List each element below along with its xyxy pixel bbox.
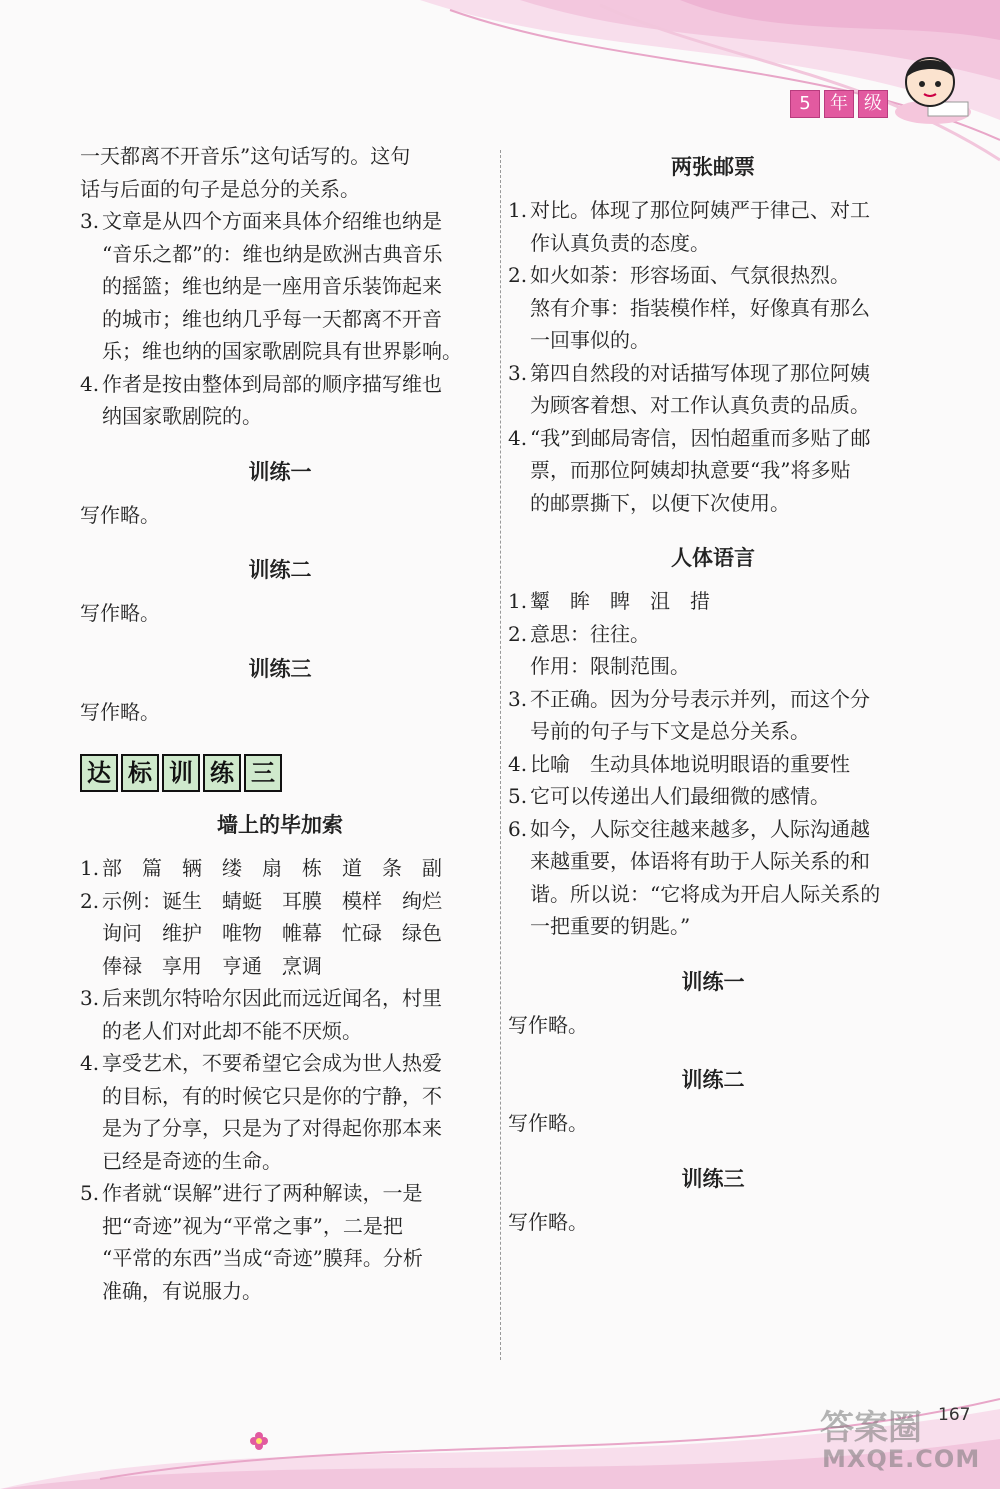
banner-char: 训: [162, 754, 200, 792]
answer-item: [80, 205, 480, 368]
text-line: 作认真负责的态度。: [530, 230, 710, 255]
text-line: 话与后面的句子是总分的关系。: [80, 176, 360, 201]
text-line: 部 篇 辆 缕 扇 栋 道 条 副: [102, 856, 442, 880]
answer-item: [80, 1047, 480, 1177]
answer-item: [508, 618, 918, 683]
section-heading: 墙上的毕加索: [217, 813, 343, 837]
item-number: 5.: [80, 1181, 100, 1205]
training-heading: 训练三: [248, 656, 312, 681]
text-line: 煞有介事：指装模作样，好像真有那么: [530, 295, 870, 320]
item-number: 4.: [80, 1051, 100, 1075]
text-line: 比喻 生动具体地说明眼语的重要性: [530, 751, 850, 776]
answer-item: [508, 259, 918, 357]
text-line: 把“奇迹”视为“平常之事”，二是把: [102, 1213, 403, 1238]
training-heading: 训练二: [248, 558, 312, 582]
answer-item: [508, 813, 918, 943]
text-line: 文章是从四个方面来具体介绍维也纳是: [102, 209, 442, 233]
text-line: 对比。体现了那位阿姨严于律己、对工: [530, 198, 870, 222]
answer-item: [508, 357, 918, 422]
training-heading: 训练一: [248, 459, 312, 484]
section-heading: 两张邮票: [671, 155, 755, 179]
item-number: 4.: [508, 751, 528, 776]
text-line: 票，而那位阿姨却执意要“我”将多贴: [530, 458, 851, 482]
text-line: 作用：限制范围。: [530, 654, 690, 678]
training-heading: 训练三: [681, 1166, 745, 1191]
text-line: 享受艺术，不要希望它会成为世人热爱: [102, 1051, 442, 1075]
item-number: 3.: [508, 686, 528, 711]
text-line: 的目标，有的时候它只是你的宁静，不: [102, 1083, 442, 1108]
answer-item: [80, 852, 480, 885]
training-text: 写作略。: [80, 699, 160, 724]
section-heading: 人体语言: [671, 546, 755, 570]
answer-item: [508, 422, 918, 520]
item-number: 5.: [508, 784, 528, 808]
grade-char: 年: [824, 90, 854, 118]
item-number: 1.: [508, 589, 528, 613]
banner-char: 练: [203, 754, 241, 792]
flower-icon: [248, 1430, 270, 1452]
text-line: 询问 维护 唯物 帷幕 忙碌 绿色: [102, 921, 442, 945]
training-heading: 训练二: [681, 1068, 745, 1092]
banner-char: 达: [80, 754, 118, 792]
text-line: 一回事似的。: [530, 328, 650, 352]
answer-item: [508, 748, 918, 781]
answer-item: [80, 1177, 480, 1307]
training-text: 写作略。: [508, 1012, 588, 1037]
item-number: 3.: [80, 986, 100, 1010]
answer-item: [508, 780, 918, 813]
answer-item: [508, 194, 918, 259]
watermark-url: MXQE.COM: [822, 1445, 981, 1473]
training-text: 写作略。: [80, 502, 160, 527]
page-number: 167: [938, 1405, 971, 1425]
text-line: “音乐之都”的：维也纳是欧洲古典音乐: [102, 241, 443, 266]
banner-char: 标: [121, 754, 159, 792]
answer-item: [80, 982, 480, 1047]
text-line: 俸禄 享用 亨通 烹调: [102, 953, 322, 978]
item-number: 4.: [80, 371, 100, 396]
training-text: 写作略。: [508, 1111, 588, 1135]
answer-item: [80, 368, 480, 433]
text-line: 后来凯尔特哈尔因此而远近闻名，村里: [102, 986, 442, 1010]
item-number: 4.: [508, 425, 528, 450]
text-line: 作者是按由整体到局部的顺序描写维也: [102, 371, 442, 396]
text-line: 为顾客着想、对工作认真负责的品质。: [530, 393, 870, 417]
text-line: 的摇篮；维也纳是一座用音乐装饰起来: [102, 274, 442, 298]
text-line: 作者就“误解”进行了两种解读，一是: [102, 1181, 423, 1205]
text-line: 第四自然段的对话描写体现了那位阿姨: [530, 360, 870, 385]
text-line: 一天都离不开音乐”这句话写的。这句: [80, 144, 411, 168]
item-number: 2.: [508, 621, 528, 646]
text-line: 不正确。因为分号表示并列，而这个分: [530, 686, 870, 711]
item-number: 3.: [508, 360, 528, 385]
text-line: 是为了分享，只是为了对得起你那本来: [102, 1116, 442, 1140]
text-line: 示例：诞生 蜻蜓 耳膜 模样 绚烂: [102, 888, 442, 913]
text-line: 已经是奇迹的生命。: [102, 1148, 282, 1173]
training-heading: 训练一: [681, 969, 745, 994]
text-line: 颦 眸 睥 沮 措: [530, 589, 710, 613]
training-text: 写作略。: [508, 1209, 588, 1234]
banner-char: 三: [244, 754, 282, 792]
text-line: 如火如荼：形容场面、气氛很热烈。: [530, 263, 850, 287]
grade-char: 级: [858, 90, 888, 118]
grade-badge: [790, 90, 888, 118]
text-line: 号前的句子与下文是总分关系。: [530, 719, 810, 743]
text-line: 纳国家歌剧院的。: [102, 404, 262, 428]
text-line: “平常的东西”当成“奇迹”膜拜。分析: [102, 1246, 423, 1270]
item-number: 3.: [80, 209, 100, 233]
item-number: 2.: [80, 888, 100, 913]
answer-item: [508, 683, 918, 748]
item-number: 6.: [508, 816, 528, 841]
text-line: 如今，人际交往越来越多，人际沟通越: [530, 816, 870, 841]
item-number: 2.: [508, 263, 528, 287]
item-number: 1.: [80, 856, 100, 880]
text-line: 准确，有说服力。: [102, 1278, 262, 1303]
text-line: 来越重要，体语将有助于人际关系的和: [530, 849, 870, 873]
grade-char: 5: [790, 90, 820, 118]
left-column: [80, 140, 480, 1307]
watermark: 答案圈: [820, 1408, 922, 1448]
column-divider: [500, 150, 501, 1360]
text-line: 的老人们对此却不能不厌烦。: [102, 1018, 362, 1043]
student-mascot-icon: [888, 40, 978, 130]
text-line: 谐。所以说：“它将成为开启人际关系的: [530, 881, 881, 906]
unit-banner: [80, 754, 480, 792]
training-text: 写作略。: [80, 601, 160, 625]
text-line: 的城市；维也纳几乎每一天都离不开音: [102, 306, 442, 331]
text-line: 乐；维也纳的国家歌剧院具有世界影响。: [102, 339, 462, 363]
item-number: 1.: [508, 198, 528, 222]
text-line: 它可以传递出人们最细微的感情。: [530, 784, 830, 808]
text-line: 意思：往往。: [530, 621, 650, 646]
text-line: 一把重要的钥匙。”: [530, 914, 691, 938]
text-line: “我”到邮局寄信，因怕超重而多贴了邮: [530, 425, 871, 450]
answer-item: [80, 885, 480, 983]
right-column: [508, 140, 918, 1238]
text-line: 的邮票撕下，以便下次使用。: [530, 490, 790, 515]
answer-item: [508, 585, 918, 618]
